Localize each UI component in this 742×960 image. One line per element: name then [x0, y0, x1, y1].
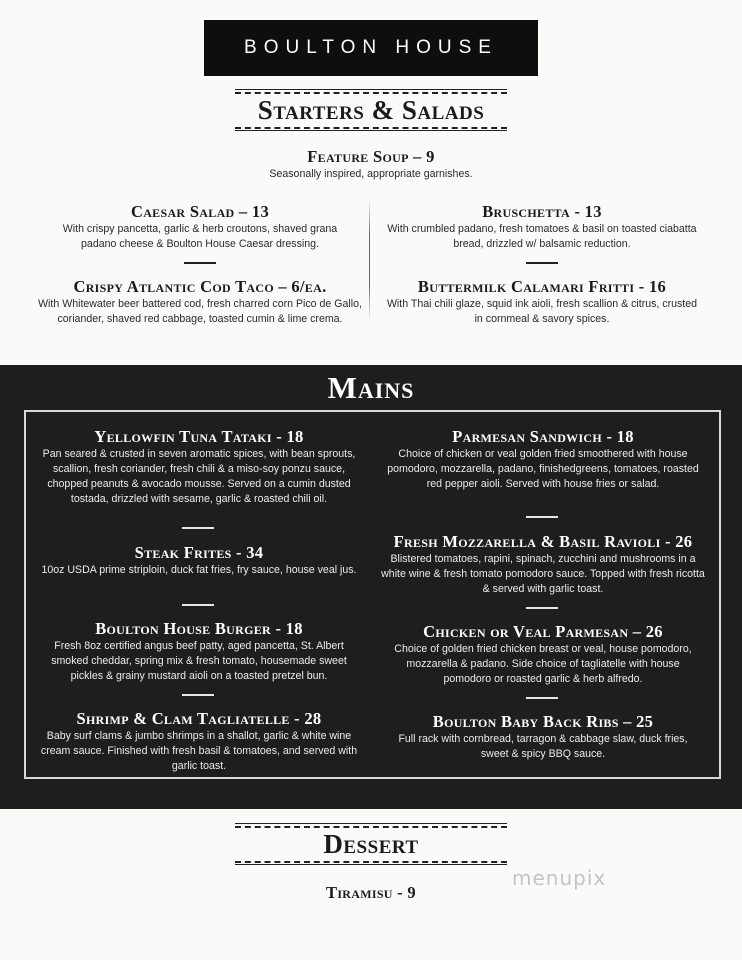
- item-name: Yellowfin Tuna Tataki - 18: [94, 427, 304, 446]
- item-name: Fresh Mozzarella & Basil Ravioli - 26: [393, 532, 693, 551]
- menu-item-mozzarella-ravioli: [380, 532, 706, 597]
- item-divider: [526, 516, 558, 518]
- menu-item-bruschetta: [386, 202, 698, 252]
- menu-item-steak-frites: [40, 543, 358, 578]
- heading-rule-top: [235, 823, 507, 827]
- menu-item-calamari: [386, 277, 698, 327]
- item-description: Full rack with cornbread, tarragon & cabbage slaw, duck fries, sweet & spicy BBQ sauce.: [398, 733, 688, 760]
- item-description: With Thai chili glaze, squid ink aioli, fresh scallion & citrus, crusted in cornmeal & savory spices.: [386, 298, 698, 325]
- item-divider: [526, 697, 558, 699]
- menu-item-tuna-tataki: [40, 427, 358, 507]
- item-name: Bruschetta - 13: [482, 202, 602, 221]
- item-description: With crumbled padano, fresh tomatoes & basil on toasted ciabatta bread, drizzled w/ balsamic reduction.: [387, 223, 697, 250]
- item-name: Shrimp & Clam Tagliatelle - 28: [76, 709, 322, 728]
- item-name: Steak Frites - 34: [134, 543, 264, 562]
- section-title-dessert: Dessert: [323, 829, 419, 859]
- item-description: Choice of chicken or veal golden fried smoothered with house pomodoro, mozzarella, padano, finishedgreens, tomatoes, roasted red pepper aioli. Served with house fries or salad.: [387, 448, 699, 490]
- item-name: Chicken or Veal Parmesan – 26: [423, 622, 663, 641]
- item-description: Choice of golden fried chicken breast or veal, house pomodoro, mozzarella & padano. Side choice of tagliatelle with house pomodoro or roasted garlic & herb alfredo.: [394, 643, 692, 685]
- column-separator: [369, 200, 370, 320]
- item-description: With crispy pancetta, garlic & herb croutons, shaved grana padano cheese & Boulton House Caesar dressing.: [62, 223, 338, 250]
- item-name: Feature Soup – 9: [307, 147, 435, 166]
- section-title-mains: Mains: [327, 370, 415, 405]
- item-description: Blistered tomatoes, rapini, spinach, zucchini and mushrooms in a white wine & fresh tomato pomodoro sauce. Topped with fresh ricotta & served with garlic toast.: [381, 553, 705, 595]
- starters-heading: [235, 89, 507, 131]
- menu-item-caesar-salad: [44, 202, 356, 252]
- item-description: Fresh 8oz certified angus beef patty, aged pancetta, St. Albert smoked cheddar, spring mix & fresh tomato, housemade sweet pickles & grainy mustard aioli on a toasted pretzel bun.: [51, 640, 347, 682]
- menu-item-feature-soup: [200, 147, 542, 182]
- item-divider: [182, 694, 214, 696]
- dessert-heading: [235, 823, 507, 865]
- item-name: Crispy Atlantic Cod Taco – 6/ea.: [73, 277, 327, 296]
- item-divider: [182, 527, 214, 529]
- item-name: Boulton Baby Back Ribs – 25: [432, 712, 654, 731]
- heading-rule-top: [235, 89, 507, 93]
- menu-item-parmesan-sandwich: [384, 427, 702, 492]
- item-divider: [182, 604, 214, 606]
- menu-item-cod-taco: [36, 277, 364, 327]
- item-name: Caesar Salad – 13: [131, 202, 269, 221]
- item-description: Seasonally inspired, appropriate garnishes.: [269, 168, 473, 180]
- item-divider: [526, 262, 558, 264]
- menu-item-chicken-veal-parmesan: [384, 622, 702, 687]
- item-description: Baby surf clams & jumbo shrimps in a shallot, garlic & white wine cream sauce. Finished with fresh basil & tomatoes, and served with garlic toast.: [40, 730, 358, 772]
- menu-item-baby-back-ribs: [384, 712, 702, 762]
- item-name: Parmesan Sandwich - 18: [452, 427, 634, 446]
- menu-item-shrimp-clam-tagliatelle: [40, 709, 358, 774]
- section-title-starters: Starters & Salads: [257, 95, 485, 125]
- menu-item-tiramisu: [220, 883, 522, 902]
- item-divider: [526, 607, 558, 609]
- menu-item-house-burger: [40, 619, 358, 684]
- item-description: Pan seared & crusted in seven aromatic spices, with bean sprouts, scallion, fresh coriander, fresh chili & a miso-soy ponzu sauce, chopped peanuts & avocado mousse. Served on a cumin dusted tostada, drizzled with sesame, garlic & roasted chili oil.: [42, 448, 356, 505]
- heading-rule-bottom: [235, 861, 507, 865]
- item-description: With Whitewater beer battered cod, fresh charred corn Pico de Gallo, coriander, shaved red cabbage, toasted cumin & lime crema.: [38, 298, 362, 325]
- item-divider: [184, 262, 216, 264]
- item-name: Tiramisu - 9: [326, 883, 416, 902]
- item-name: Buttermilk Calamari Fritti - 16: [417, 277, 667, 296]
- item-name: Boulton House Burger - 18: [95, 619, 303, 638]
- item-description: 10oz USDA prime striploin, duck fat fries, fry sauce, house veal jus.: [41, 564, 357, 576]
- restaurant-logo: BOULTON HOUSE: [204, 20, 538, 76]
- heading-rule-bottom: [235, 127, 507, 131]
- watermark-text: menupix: [512, 866, 607, 890]
